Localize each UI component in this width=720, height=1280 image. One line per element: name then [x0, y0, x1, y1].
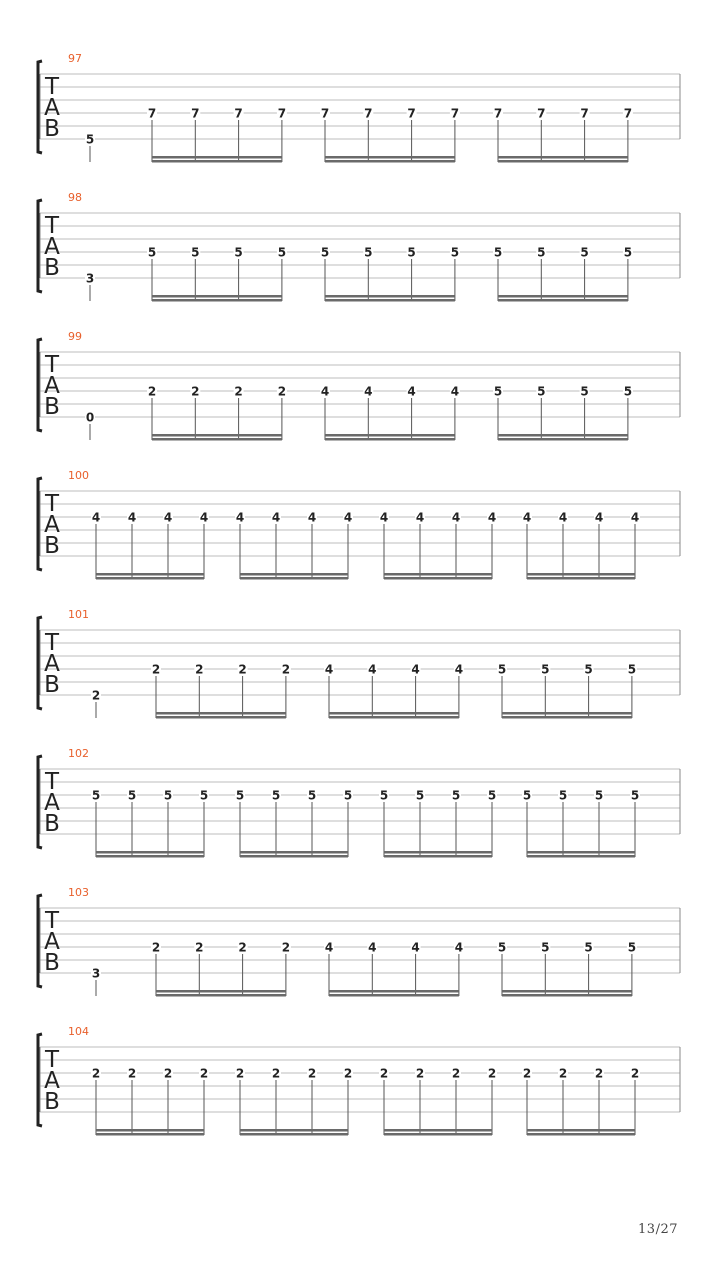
tab-clef-letter: B	[44, 950, 60, 976]
fret-number: 5	[580, 384, 589, 399]
fret-number: 5	[450, 245, 460, 260]
fret-number: 5	[85, 132, 95, 147]
tab-clef-letter: B	[44, 394, 60, 420]
beam	[527, 577, 635, 580]
beam	[156, 712, 286, 715]
fret-number: 4	[163, 510, 173, 525]
beam	[502, 994, 632, 997]
fret-number: 2	[307, 1066, 317, 1081]
fret-number: 5	[594, 788, 604, 803]
fret-number: 2	[151, 940, 161, 955]
fret-number: 4	[320, 384, 330, 399]
beam	[527, 855, 635, 858]
fret-number: 2	[271, 1066, 281, 1081]
beam	[152, 160, 282, 163]
fret-number: 4	[127, 510, 137, 525]
fret-number: 5	[623, 245, 633, 260]
fret-number: 7	[191, 106, 200, 121]
fret-number: 5	[493, 384, 503, 399]
beam	[96, 577, 204, 580]
fret-number: 4	[594, 510, 604, 525]
tab-clef-letter: A	[44, 929, 60, 955]
fret-number: 5	[271, 788, 281, 803]
beam	[329, 716, 459, 719]
fret-number: 2	[281, 662, 291, 677]
fret-number: 4	[271, 510, 281, 525]
fret-number: 5	[407, 245, 416, 260]
beam	[96, 851, 204, 854]
beam	[498, 156, 628, 159]
fret-number: 2	[594, 1066, 604, 1081]
beam	[384, 855, 492, 858]
fret-number: 2	[234, 384, 243, 399]
beam	[384, 851, 492, 854]
beam	[325, 299, 455, 302]
beam	[152, 434, 282, 437]
fret-number: 3	[85, 271, 95, 286]
tab-system	[38, 747, 680, 858]
fret-number: 4	[454, 662, 464, 677]
fret-number: 5	[379, 788, 389, 803]
fret-number: 5	[487, 788, 497, 803]
beam	[527, 851, 635, 854]
tab-clef-letter: T	[44, 213, 60, 239]
fret-number: 2	[235, 1066, 245, 1081]
beam	[156, 994, 286, 997]
fret-number: 7	[623, 106, 633, 121]
measure-number: 104	[68, 1025, 89, 1038]
fret-number: 2	[277, 384, 287, 399]
fret-number: 4	[487, 510, 497, 525]
fret-number: 5	[191, 245, 200, 260]
tab-clef-letter: T	[44, 74, 60, 100]
fret-number: 2	[451, 1066, 461, 1081]
fret-number: 7	[364, 106, 373, 121]
fret-number: 2	[522, 1066, 532, 1081]
fret-number: 2	[379, 1066, 389, 1081]
fret-number: 7	[580, 106, 589, 121]
fret-number: 5	[584, 940, 593, 955]
beam	[527, 1133, 635, 1136]
tab-clef-letter: B	[44, 672, 60, 698]
fret-number: 5	[343, 788, 353, 803]
fret-number: 2	[163, 1066, 173, 1081]
fret-number: 2	[151, 662, 161, 677]
tab-clef-letter: A	[44, 790, 60, 816]
beam	[384, 1129, 492, 1132]
fret-number: 2	[558, 1066, 568, 1081]
beam	[498, 299, 628, 302]
beam	[498, 160, 628, 163]
fret-number: 4	[235, 510, 245, 525]
beam	[527, 573, 635, 576]
fret-number: 2	[91, 1066, 101, 1081]
beam	[96, 1133, 204, 1136]
fret-number: 5	[277, 245, 287, 260]
tab-clef-letter: A	[44, 373, 60, 399]
fret-number: 2	[195, 662, 204, 677]
beam	[325, 156, 455, 159]
measure-number: 102	[68, 747, 89, 760]
beam	[384, 573, 492, 576]
fret-number: 7	[407, 106, 416, 121]
page-number: 13/27	[638, 1222, 678, 1237]
fret-number: 4	[368, 940, 377, 955]
tab-clef-letter: T	[44, 352, 60, 378]
beam	[240, 573, 348, 576]
fret-number: 5	[627, 940, 637, 955]
tab-clef-letter: T	[44, 908, 60, 934]
fret-number: 5	[497, 662, 507, 677]
fret-number: 2	[281, 940, 291, 955]
fret-number: 5	[493, 245, 503, 260]
fret-number: 4	[91, 510, 101, 525]
tab-clef-letter: A	[44, 234, 60, 260]
fret-number: 5	[537, 384, 546, 399]
fret-number: 7	[320, 106, 330, 121]
fret-number: 4	[199, 510, 209, 525]
tab-clef-letter: B	[44, 533, 60, 559]
fret-number: 7	[493, 106, 503, 121]
fret-number: 5	[234, 245, 243, 260]
fret-number: 4	[307, 510, 317, 525]
fret-number: 5	[163, 788, 173, 803]
beam	[384, 1133, 492, 1136]
measure-number: 100	[68, 469, 89, 482]
fret-number: 2	[415, 1066, 425, 1081]
fret-number: 5	[584, 662, 593, 677]
fret-number: 5	[307, 788, 317, 803]
fret-number: 7	[147, 106, 157, 121]
tab-system	[38, 1025, 680, 1136]
tab-system	[38, 886, 680, 997]
measure-number: 97	[68, 52, 82, 65]
beam	[152, 156, 282, 159]
measure-number: 99	[68, 330, 82, 343]
tab-clef-letter: B	[44, 116, 60, 142]
beam	[527, 1129, 635, 1132]
fret-number: 2	[195, 940, 204, 955]
fret-number: 3	[91, 966, 101, 981]
fret-number: 5	[623, 384, 633, 399]
fret-number: 5	[147, 245, 157, 260]
tab-clef-letter: B	[44, 811, 60, 837]
fret-number: 4	[407, 384, 416, 399]
tab-clef-letter: A	[44, 1068, 60, 1094]
fret-number: 2	[127, 1066, 137, 1081]
fret-number: 5	[627, 662, 637, 677]
fret-number: 5	[522, 788, 532, 803]
beam	[329, 990, 459, 993]
beam	[240, 855, 348, 858]
fret-number: 2	[238, 662, 247, 677]
fret-number: 4	[364, 384, 373, 399]
tab-clef-letter: T	[44, 491, 60, 517]
beam	[325, 160, 455, 163]
fret-number: 5	[580, 245, 589, 260]
fret-number: 4	[522, 510, 532, 525]
fret-number: 5	[558, 788, 568, 803]
beam	[329, 712, 459, 715]
beam	[96, 573, 204, 576]
measure-number: 101	[68, 608, 89, 621]
fret-number: 4	[450, 384, 460, 399]
fret-number: 2	[487, 1066, 497, 1081]
beam	[152, 295, 282, 298]
fret-number: 5	[537, 245, 546, 260]
beam	[498, 434, 628, 437]
beam	[240, 851, 348, 854]
fret-number: 5	[451, 788, 461, 803]
fret-number: 4	[630, 510, 640, 525]
fret-number: 4	[411, 662, 420, 677]
fret-number: 5	[235, 788, 245, 803]
fret-number: 4	[343, 510, 353, 525]
fret-number: 2	[630, 1066, 640, 1081]
fret-number: 4	[451, 510, 461, 525]
fret-number: 2	[199, 1066, 209, 1081]
fret-number: 2	[191, 384, 200, 399]
fret-number: 5	[630, 788, 640, 803]
fret-number: 4	[324, 940, 334, 955]
beam	[96, 1129, 204, 1132]
fret-number: 5	[91, 788, 101, 803]
beam	[502, 712, 632, 715]
tab-system	[38, 469, 680, 580]
fret-number: 5	[415, 788, 425, 803]
fret-number: 4	[324, 662, 334, 677]
fret-number: 5	[497, 940, 507, 955]
fret-number: 7	[450, 106, 460, 121]
fret-number: 5	[320, 245, 330, 260]
fret-number: 7	[537, 106, 546, 121]
fret-number: 2	[238, 940, 247, 955]
tab-clef-letter: B	[44, 255, 60, 281]
tab-clef-letter: T	[44, 769, 60, 795]
fret-number: 4	[379, 510, 389, 525]
beam	[96, 855, 204, 858]
tab-system	[38, 52, 680, 163]
tab-clef-letter: A	[44, 512, 60, 538]
tab-system	[38, 191, 680, 302]
tab-clef-letter: T	[44, 1047, 60, 1073]
beam	[502, 990, 632, 993]
fret-number: 4	[411, 940, 420, 955]
fret-number: 2	[147, 384, 157, 399]
fret-number: 2	[343, 1066, 353, 1081]
fret-number: 5	[364, 245, 373, 260]
fret-number: 5	[199, 788, 209, 803]
beam	[152, 299, 282, 302]
beam	[240, 1133, 348, 1136]
beam	[498, 295, 628, 298]
fret-number: 5	[127, 788, 137, 803]
beam	[240, 577, 348, 580]
fret-number: 0	[85, 410, 95, 425]
tab-clef-letter: B	[44, 1089, 60, 1115]
tab-system	[38, 608, 680, 719]
beam	[325, 438, 455, 441]
beam	[240, 1129, 348, 1132]
fret-number: 4	[415, 510, 425, 525]
measure-number: 98	[68, 191, 82, 204]
fret-number: 2	[91, 688, 101, 703]
beam	[156, 716, 286, 719]
beam	[156, 990, 286, 993]
beam	[498, 438, 628, 441]
tab-clef-letter: A	[44, 651, 60, 677]
measure-number: 103	[68, 886, 89, 899]
fret-number: 4	[368, 662, 377, 677]
fret-number: 5	[541, 662, 550, 677]
tab-clef-letter: A	[44, 95, 60, 121]
beam	[384, 577, 492, 580]
tab-clef-letter: T	[44, 630, 60, 656]
fret-number: 7	[234, 106, 243, 121]
fret-number: 4	[558, 510, 568, 525]
fret-number: 5	[541, 940, 550, 955]
beam	[329, 994, 459, 997]
fret-number: 4	[454, 940, 464, 955]
beam	[502, 716, 632, 719]
beam	[325, 295, 455, 298]
tab-system	[38, 330, 680, 441]
fret-number: 7	[277, 106, 287, 121]
beam	[152, 438, 282, 441]
beam	[325, 434, 455, 437]
